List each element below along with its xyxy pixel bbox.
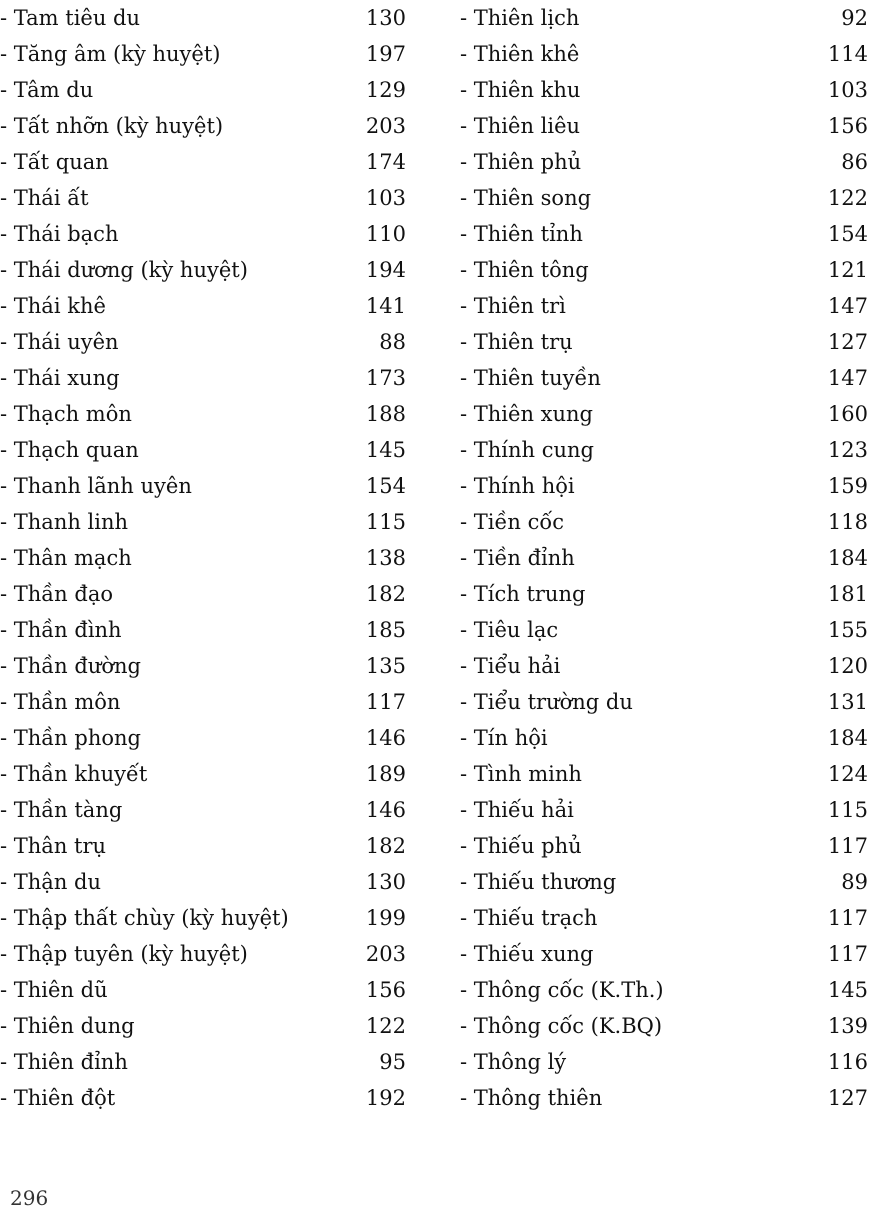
entry-term: - Thập thất chùy (kỳ huyệt) — [0, 906, 289, 930]
index-entry — [460, 216, 868, 252]
entry-term: - Tích trung — [460, 582, 586, 606]
index-entry — [460, 108, 868, 144]
index-entry — [460, 756, 868, 792]
entry-page-number: 123 — [827, 438, 868, 462]
entry-page-number: 86 — [841, 150, 868, 174]
index-entry — [460, 468, 868, 504]
index-entry — [0, 396, 406, 432]
entry-term: - Thiên lịch — [460, 6, 580, 30]
entry-page-number: 89 — [841, 870, 868, 894]
entry-term: - Thiếu xung — [460, 942, 594, 966]
entry-term: - Thái bạch — [0, 222, 119, 246]
entry-page-number: 117 — [827, 834, 868, 858]
entry-term: - Thiên tông — [460, 258, 589, 282]
entry-term: - Thần phong — [0, 726, 141, 750]
index-entry — [0, 432, 406, 468]
entry-term: - Thanh linh — [0, 510, 129, 534]
index-entry — [0, 468, 406, 504]
entry-page-number: 203 — [365, 942, 406, 966]
index-entry — [0, 900, 406, 936]
entry-page-number: 146 — [365, 726, 406, 750]
entry-page-number: 127 — [827, 330, 868, 354]
entry-page-number: 188 — [365, 402, 406, 426]
entry-term: - Tình minh — [460, 762, 582, 786]
entry-term: - Thái uyên — [0, 330, 119, 354]
entry-term: - Thiên trì — [460, 294, 566, 318]
entry-page-number: 203 — [365, 114, 406, 138]
index-entry — [460, 612, 868, 648]
index-entry — [460, 72, 868, 108]
index-entry — [460, 1080, 868, 1116]
entry-page-number: 95 — [379, 1050, 406, 1074]
index-entry — [0, 756, 406, 792]
index-entry — [0, 216, 406, 252]
entry-term: - Tiểu trường du — [460, 690, 633, 714]
entry-page-number: 184 — [827, 546, 868, 570]
entry-page-number: 120 — [827, 654, 868, 678]
entry-page-number: 131 — [827, 690, 868, 714]
index-entry — [460, 864, 868, 900]
index-entry — [0, 288, 406, 324]
index-entry — [0, 828, 406, 864]
index-entry — [460, 252, 868, 288]
index-entry — [460, 972, 868, 1008]
entry-term: - Tam tiêu du — [0, 6, 141, 30]
entry-page-number: 135 — [365, 654, 406, 678]
index-entry — [0, 972, 406, 1008]
entry-page-number: 92 — [841, 6, 868, 30]
entry-page-number: 156 — [365, 978, 406, 1002]
entry-term: - Tăng âm (kỳ huyệt) — [0, 42, 221, 66]
entry-term: - Thiên tuyền — [460, 366, 601, 390]
entry-page-number: 154 — [365, 474, 406, 498]
entry-term: - Thính hội — [460, 474, 575, 498]
entry-term: - Thanh lãnh uyên — [0, 474, 192, 498]
entry-term: - Thông thiên — [460, 1086, 603, 1110]
index-entry — [460, 684, 868, 720]
index-entry — [460, 1008, 868, 1044]
entry-term: - Thiên song — [460, 186, 592, 210]
entry-term: - Thiếu trạch — [460, 906, 598, 930]
index-entry — [460, 180, 868, 216]
entry-page-number: 117 — [365, 690, 406, 714]
entry-term: - Thiếu hải — [460, 798, 574, 822]
index-entry — [460, 900, 868, 936]
index-column-left — [0, 0, 406, 1116]
index-entry — [0, 612, 406, 648]
index-entry — [460, 432, 868, 468]
page-number: 296 — [10, 1186, 49, 1210]
entry-page-number: 173 — [365, 366, 406, 390]
entry-page-number: 130 — [365, 870, 406, 894]
entry-page-number: 141 — [365, 294, 406, 318]
entry-page-number: 154 — [827, 222, 868, 246]
entry-term: - Thái xung — [0, 366, 120, 390]
entry-page-number: 127 — [827, 1086, 868, 1110]
entry-page-number: 147 — [827, 366, 868, 390]
entry-page-number: 155 — [827, 618, 868, 642]
entry-page-number: 115 — [827, 798, 868, 822]
index-entry — [0, 504, 406, 540]
index-entry — [460, 720, 868, 756]
entry-term: - Thần đường — [0, 654, 141, 678]
entry-page-number: 139 — [827, 1014, 868, 1038]
index-entry — [0, 72, 406, 108]
entry-term: - Thái ất — [0, 186, 89, 210]
entry-page-number: 118 — [827, 510, 868, 534]
entry-term: - Thiên xung — [460, 402, 593, 426]
index-entry — [460, 324, 868, 360]
entry-page-number: 117 — [827, 906, 868, 930]
entry-page-number: 122 — [827, 186, 868, 210]
index-entry — [460, 288, 868, 324]
entry-term: - Thần khuyết — [0, 762, 148, 786]
entry-term: - Thiên phủ — [460, 150, 582, 174]
entry-page-number: 156 — [827, 114, 868, 138]
entry-page-number: 199 — [365, 906, 406, 930]
entry-term: - Tiêu lạc — [460, 618, 559, 642]
index-entry — [460, 648, 868, 684]
entry-page-number: 103 — [827, 78, 868, 102]
entry-term: - Thái dương (kỳ huyệt) — [0, 258, 248, 282]
entry-page-number: 182 — [365, 582, 406, 606]
entry-term: - Thần tàng — [0, 798, 123, 822]
entry-term: - Tâm du — [0, 78, 94, 102]
entry-term: - Thiên dũ — [0, 978, 108, 1002]
index-entry — [0, 108, 406, 144]
index-entry — [0, 144, 406, 180]
entry-term: - Thông cốc (K.BQ) — [460, 1014, 663, 1038]
entry-page-number: 189 — [365, 762, 406, 786]
entry-page-number: 129 — [365, 78, 406, 102]
entry-page-number: 160 — [827, 402, 868, 426]
entry-page-number: 124 — [827, 762, 868, 786]
entry-term: - Thiên đỉnh — [0, 1050, 128, 1074]
index-entry — [0, 252, 406, 288]
entry-page-number: 138 — [365, 546, 406, 570]
index-entry — [460, 792, 868, 828]
index-entry — [0, 684, 406, 720]
entry-page-number: 174 — [365, 150, 406, 174]
entry-page-number: 145 — [365, 438, 406, 462]
index-entry — [460, 360, 868, 396]
index-column-right — [460, 0, 868, 1116]
index-entry — [460, 396, 868, 432]
entry-term: - Tiền đỉnh — [460, 546, 575, 570]
entry-page-number: 122 — [365, 1014, 406, 1038]
entry-term: - Thiếu thương — [460, 870, 617, 894]
entry-term: - Thiếu phủ — [460, 834, 582, 858]
entry-term: - Thân mạch — [0, 546, 132, 570]
entry-term: - Tất nhỡn (kỳ huyệt) — [0, 114, 224, 138]
entry-page-number: 194 — [365, 258, 406, 282]
entry-term: - Thiên đột — [0, 1086, 116, 1110]
index-entry — [0, 1008, 406, 1044]
index-entry — [0, 576, 406, 612]
index-entry — [460, 1044, 868, 1080]
entry-term: - Thần đình — [0, 618, 122, 642]
entry-term: - Thạch môn — [0, 402, 132, 426]
entry-term: - Tín hội — [460, 726, 548, 750]
index-entry — [0, 324, 406, 360]
entry-term: - Tiểu hải — [460, 654, 561, 678]
entry-term: - Thập tuyên (kỳ huyệt) — [0, 942, 248, 966]
entry-term: - Thần đạo — [0, 582, 113, 606]
index-entry — [0, 792, 406, 828]
entry-page-number: 185 — [365, 618, 406, 642]
entry-term: - Thạch quan — [0, 438, 139, 462]
entry-term: - Thông cốc (K.Th.) — [460, 978, 664, 1002]
entry-term: - Thiên khu — [460, 78, 581, 102]
entry-term: - Thiên dung — [0, 1014, 135, 1038]
index-entry — [460, 540, 868, 576]
index-entry — [0, 36, 406, 72]
entry-term: - Thiên khê — [460, 42, 580, 66]
index-entry — [0, 1080, 406, 1116]
entry-page-number: 103 — [365, 186, 406, 210]
entry-page-number: 110 — [365, 222, 406, 246]
index-entry — [0, 1044, 406, 1080]
entry-page-number: 182 — [365, 834, 406, 858]
entry-term: - Thông lý — [460, 1050, 567, 1074]
entry-page-number: 181 — [827, 582, 868, 606]
entry-page-number: 114 — [827, 42, 868, 66]
entry-term: - Thiên liêu — [460, 114, 581, 138]
entry-page-number: 116 — [827, 1050, 868, 1074]
index-entry — [460, 936, 868, 972]
index-entry — [0, 0, 406, 36]
index-entry — [460, 828, 868, 864]
index-entry — [460, 504, 868, 540]
entry-term: - Thận du — [0, 870, 101, 894]
entry-page-number: 146 — [365, 798, 406, 822]
entry-term: - Thiên trụ — [460, 330, 573, 354]
entry-page-number: 192 — [365, 1086, 406, 1110]
entry-term: - Thiên tỉnh — [460, 222, 583, 246]
index-entry — [0, 180, 406, 216]
index-entry — [0, 936, 406, 972]
entry-term: - Thính cung — [460, 438, 594, 462]
index-entry — [460, 576, 868, 612]
entry-page-number: 184 — [827, 726, 868, 750]
entry-page-number: 145 — [827, 978, 868, 1002]
entry-page-number: 130 — [365, 6, 406, 30]
entry-page-number: 117 — [827, 942, 868, 966]
entry-page-number: 197 — [365, 42, 406, 66]
entry-page-number: 159 — [827, 474, 868, 498]
index-entry — [0, 648, 406, 684]
entry-page-number: 121 — [827, 258, 868, 282]
index-entry — [460, 36, 868, 72]
index-entry — [0, 360, 406, 396]
index-entry — [0, 864, 406, 900]
entry-page-number: 147 — [827, 294, 868, 318]
entry-term: - Tiền cốc — [460, 510, 564, 534]
index-entry — [0, 540, 406, 576]
entry-term: - Thần môn — [0, 690, 121, 714]
entry-term: - Tất quan — [0, 150, 109, 174]
index-entry — [460, 0, 868, 36]
entry-term: - Thái khê — [0, 294, 106, 318]
index-entry — [460, 144, 868, 180]
entry-term: - Thân trụ — [0, 834, 107, 858]
entry-page-number: 115 — [365, 510, 406, 534]
entry-page-number: 88 — [379, 330, 406, 354]
index-entry — [0, 720, 406, 756]
